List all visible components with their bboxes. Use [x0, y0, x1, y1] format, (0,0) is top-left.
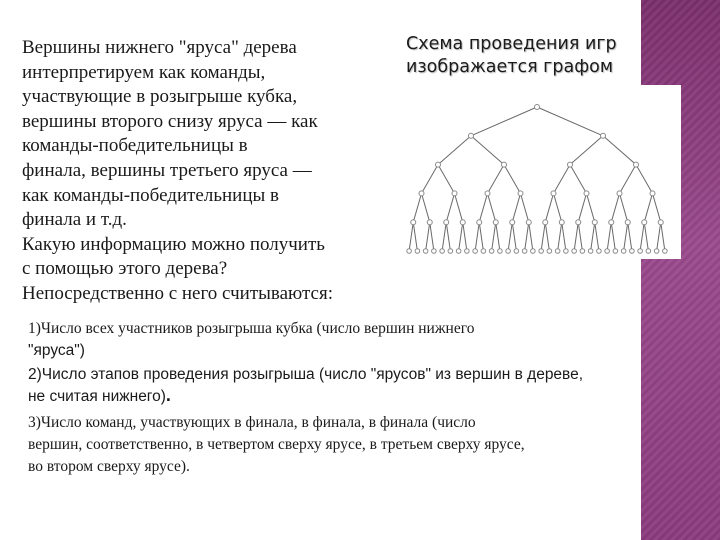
tree-leaf-node	[481, 249, 486, 254]
tree-edge	[620, 193, 628, 222]
tree-leaf-node	[572, 249, 577, 254]
tree-edge	[504, 165, 521, 194]
intro-paragraph	[22, 36, 402, 307]
tree-node	[551, 191, 556, 196]
tree-edge	[521, 193, 529, 222]
answer-3-line-2: вершин, соответственно, в четвертом сверху ярусе, в третьем сверху ярусе,	[28, 436, 525, 453]
tree-edge	[529, 222, 533, 251]
tree-edge	[512, 222, 516, 251]
tree-edge	[620, 165, 637, 194]
tree-node	[658, 220, 663, 225]
intro-line: финала, вершины третьего яруса —	[22, 159, 312, 181]
tree-edge	[624, 222, 628, 251]
tree-node	[642, 220, 647, 225]
answer-2-line-1: 2)Число этапов проведения розыгрыша (число "ярусов" из вершин в дереве,	[28, 366, 584, 383]
tree-node	[609, 220, 614, 225]
tree-edge	[570, 165, 587, 194]
tree-node	[510, 220, 515, 225]
intro-line: финала и т.д.	[22, 209, 127, 231]
tree-leaf-node	[514, 249, 519, 254]
answer-1-line-2: "яруса")	[28, 342, 85, 359]
tree-leaf-node	[473, 249, 478, 254]
answer-2-period: .	[165, 385, 171, 405]
tree-leaf-node	[613, 249, 618, 254]
tree-edge	[653, 193, 661, 222]
tree-node	[625, 220, 630, 225]
intro-line: команды-победительницы в	[22, 135, 248, 157]
caption-line-2: изображается графом	[406, 57, 614, 77]
tree-edge	[657, 222, 661, 251]
caption-line-1: Схема проведения игр	[406, 34, 617, 54]
answer-item-1	[28, 318, 474, 361]
tree-edge	[570, 136, 603, 165]
tree-leaf-node	[440, 249, 445, 254]
tree-node	[452, 191, 457, 196]
tree-edge	[463, 222, 467, 251]
tree-edge	[558, 222, 562, 251]
tree-edge	[430, 222, 434, 251]
intro-line: вершины второго снизу яруса — как	[22, 110, 318, 132]
tree-edge	[459, 222, 463, 251]
tree-leaf-node	[498, 249, 503, 254]
tree-node	[493, 220, 498, 225]
tree-leaf-node	[415, 249, 420, 254]
tree-node	[427, 220, 432, 225]
tree-leaf-node	[654, 249, 659, 254]
tree-edge	[587, 193, 595, 222]
tree-edge	[471, 136, 504, 165]
tree-leaf-node	[489, 249, 494, 254]
tree-edge	[471, 107, 537, 136]
tree-leaf-node	[465, 249, 470, 254]
tree-leaf-node	[432, 249, 437, 254]
tree-node	[518, 191, 523, 196]
tree-edge	[438, 165, 455, 194]
tree-edge	[574, 222, 578, 251]
tree-edge	[496, 222, 500, 251]
tree-edge	[525, 222, 529, 251]
binary-tree-graph	[393, 85, 681, 259]
tree-edge	[640, 222, 644, 251]
tree-edge	[554, 193, 562, 222]
tree-node	[568, 162, 573, 167]
tree-edge	[512, 193, 520, 222]
tree-node	[436, 162, 441, 167]
tree-node	[559, 220, 564, 225]
tree-edge	[438, 136, 471, 165]
tree-leaf-node	[448, 249, 453, 254]
tree-edge	[545, 193, 553, 222]
tree-edge	[492, 222, 496, 251]
tree-edge	[607, 222, 611, 251]
tree-node	[411, 220, 416, 225]
tree-leaf-node	[597, 249, 602, 254]
intro-line: с помощью этого дерева?	[22, 258, 228, 280]
tree-edge	[537, 107, 603, 136]
tree-edge	[578, 222, 582, 251]
tree-leaf-node	[630, 249, 635, 254]
intro-line: Вершины нижнего "яруса" дерева	[22, 37, 297, 58]
tree-leaf-node	[539, 249, 544, 254]
tree-edge	[562, 222, 566, 251]
tree-edge	[554, 165, 571, 194]
tree-leaf-node	[456, 249, 461, 254]
tree-node	[601, 133, 606, 138]
tree-edge	[661, 222, 665, 251]
tree-node	[526, 220, 531, 225]
tree-edge	[488, 193, 496, 222]
tree-node	[502, 162, 507, 167]
tree-edge	[422, 165, 439, 194]
intro-line: Непосредственно с него считываются:	[22, 282, 333, 304]
intro-line: как команды-победительницы в	[22, 184, 279, 206]
tree-node	[419, 191, 424, 196]
answer-item-3	[28, 412, 525, 478]
answer-3-line-3: во втором сверху ярусе).	[28, 458, 190, 475]
tree-leaf-node	[588, 249, 593, 254]
tree-leaf-node	[580, 249, 585, 254]
tree-edge	[591, 222, 595, 251]
tree-edge	[479, 193, 487, 222]
tree-edge	[479, 222, 483, 251]
tree-leaf-node	[423, 249, 428, 254]
tree-edge	[475, 222, 479, 251]
tree-edge	[578, 193, 586, 222]
tree-edge	[611, 222, 615, 251]
tree-node	[592, 220, 597, 225]
tree-leaf-node	[555, 249, 560, 254]
tree-edge	[446, 193, 454, 222]
tree-leaf-node	[547, 249, 552, 254]
tree-edge	[413, 222, 417, 251]
tree-leaf-node	[646, 249, 651, 254]
tree-node	[477, 220, 482, 225]
tree-edge	[603, 136, 636, 165]
answer-3-line-1: 3)Число команд, участвующих в финала, в финала, в финала (число	[28, 414, 476, 431]
tree-node	[617, 191, 622, 196]
tree-edge	[508, 222, 512, 251]
tree-edge	[409, 222, 413, 251]
tree-node	[485, 191, 490, 196]
tree-leaf-node	[621, 249, 626, 254]
answer-1-line-1: 1)Число всех участников розыгрыша кубка (число вершин нижнего	[28, 320, 475, 337]
tree-edge	[422, 193, 430, 222]
tree-edge	[636, 165, 653, 194]
tree-edge	[446, 222, 450, 251]
tree-edge	[628, 222, 632, 251]
tree-node	[576, 220, 581, 225]
intro-line: интерпретируем как команды,	[22, 61, 266, 83]
answer-item-2	[28, 364, 583, 407]
answer-2-line-2-text: не считая нижнего)	[28, 388, 166, 405]
tree-node	[650, 191, 655, 196]
tree-edge	[611, 193, 619, 222]
tree-node	[460, 220, 465, 225]
tree-node	[634, 162, 639, 167]
tree-leaf-node	[564, 249, 569, 254]
tree-node	[535, 105, 540, 110]
graph-caption	[406, 33, 617, 79]
intro-line: Какую информацию можно получить	[22, 233, 325, 255]
tree-edge	[595, 222, 599, 251]
tree-node	[469, 133, 474, 138]
tree-edge	[644, 222, 648, 251]
tree-edge	[488, 165, 505, 194]
tree-leaf-node	[522, 249, 527, 254]
tree-node	[543, 220, 548, 225]
tree-leaf-node	[506, 249, 511, 254]
intro-line: участвующие в розыгрыше кубка,	[22, 86, 298, 108]
tree-leaf-node	[638, 249, 643, 254]
tree-edge	[426, 222, 430, 251]
tree-edge	[442, 222, 446, 251]
tree-edge	[545, 222, 549, 251]
tree-edge	[541, 222, 545, 251]
tree-node	[444, 220, 449, 225]
tree-leaf-node	[605, 249, 610, 254]
decorative-side-stripe	[641, 0, 720, 540]
tournament-tree-figure	[393, 85, 681, 259]
tree-leaf-node	[663, 249, 668, 254]
tree-leaf-node	[407, 249, 412, 254]
tree-edge	[644, 193, 652, 222]
tree-node	[584, 191, 589, 196]
tree-edge	[455, 193, 463, 222]
tree-edge	[413, 193, 421, 222]
answer-2-line-2	[28, 385, 583, 407]
tree-leaf-node	[531, 249, 536, 254]
